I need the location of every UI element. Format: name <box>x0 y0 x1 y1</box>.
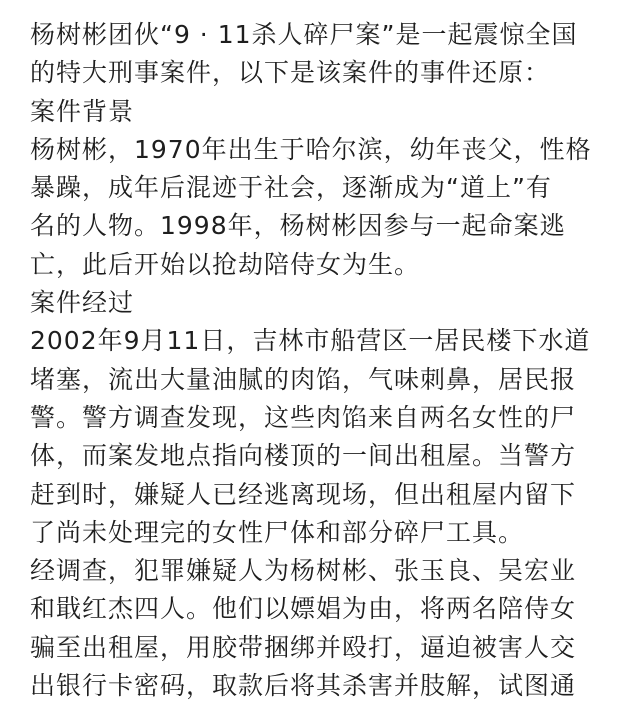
process-line: 骗至出租屋，用胶带捆绑并殴打，逼迫被害人交 <box>30 632 577 662</box>
process-line: 和戢红杰四人。他们以嫖娼为由，将两名陪侍女 <box>30 594 577 624</box>
process-line: 出银行卡密码，取款后将其杀害并肢解，试图通 <box>30 671 577 701</box>
section-heading-process: 案件经过 <box>30 288 135 318</box>
process-line: 赶到时，嫌疑人已经逃离现场，但出租屋内留下 <box>30 479 577 509</box>
process-line: 了尚未处理完的女性尸体和部分碎尸工具。 <box>30 517 525 547</box>
section-heading-background: 案件背景 <box>30 96 135 126</box>
process-line: 警。警方调查发现，这些肉馅来自两名女性的尸 <box>30 402 577 432</box>
process-line: 堵塞，流出大量油腻的肉馅，气味刺鼻，居民报 <box>30 364 577 394</box>
article-body <box>30 16 610 705</box>
background-line: 暴躁，成年后混迹于社会，逐渐成为“道上”有 <box>30 173 552 203</box>
process-line: 体，而案发地点指向楼顶的一间出租屋。当警方 <box>30 441 577 471</box>
background-line: 杨树彬，1970年出生于哈尔滨，幼年丧父，性格 <box>30 134 592 164</box>
background-line: 亡，此后开始以抢劫陪侍女为生。 <box>30 249 421 279</box>
intro-line: 的特大刑事案件，以下是该案件的事件还原： <box>30 58 551 88</box>
background-line: 名的人物。1998年，杨树彬因参与一起命案逃 <box>30 211 566 241</box>
process-line: 2002年9月11日，吉林市船营区一居民楼下水道 <box>30 326 591 356</box>
intro-line: 杨树彬团伙“9 · 11杀人碎尸案”是一起震惊全国 <box>30 20 578 49</box>
process-line: 经调查，犯罪嫌疑人为杨树彬、张玉良、吴宏业 <box>30 556 577 586</box>
